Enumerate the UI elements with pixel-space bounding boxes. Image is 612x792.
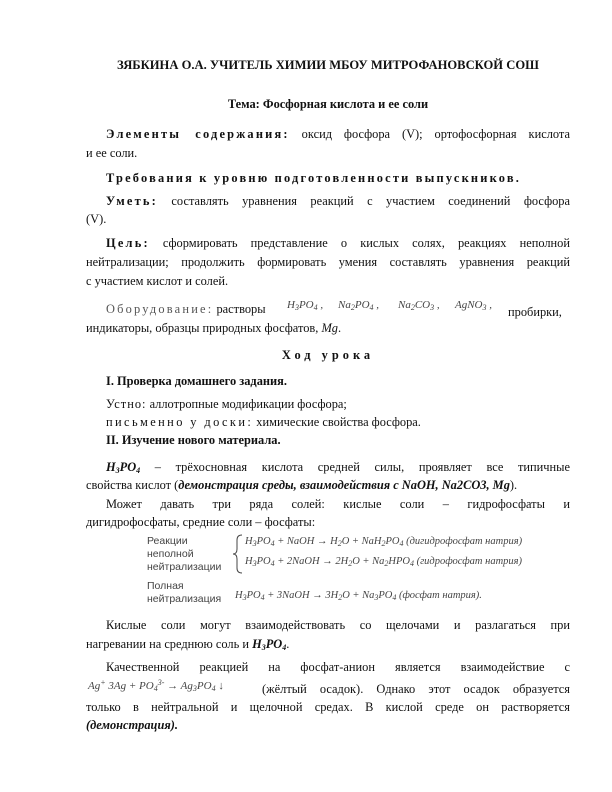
lesson-title (86, 348, 570, 363)
lesson-title-text: Ход урока (281, 348, 375, 362)
acid-salts-line-2 (86, 637, 570, 652)
partial-label-3: нейтрализации (147, 561, 222, 573)
skills-text-1: составлять уравнения реакций с участием соединений фосфора (157, 194, 570, 208)
goal-text-3: с участием кислот и солей. (86, 274, 229, 288)
goal-line-1 (86, 236, 570, 251)
qualitative-text-1: Качественной реакцией на фосфат-анион является взаимодействие с (106, 660, 570, 674)
equipment-post (508, 305, 570, 320)
qualitative-text-3: только в нейтральной и щелочной средах. В кислой среде он растворяется (86, 700, 570, 714)
salts-line-2 (86, 515, 570, 530)
topic-line (86, 97, 570, 112)
skills-text-2: (V). (86, 212, 107, 226)
equation-1: $H_3PO_4$ + NaOH → $H_2O + NaH_2PO_4$ (дигидрофосфат натрия) (245, 536, 523, 548)
board-line (86, 415, 570, 430)
equipment-line-1 (86, 302, 570, 317)
acid-salts-text-2a: нагревании на среднюю соль и (86, 637, 253, 651)
content-line-1 (86, 127, 570, 142)
acid-demo: демонстрация среды, взаимодействия с NaOH, Na2CO3, Mg (178, 478, 510, 492)
section-1-text: I. Проверка домашнего задания. (106, 374, 287, 388)
skills-line-1 (86, 194, 570, 209)
acid-salts-text-1: Кислые соли могут взаимодействовать со щелочами и разлагаться при (106, 618, 570, 632)
reagent-h3po4: $H_3PO_4$ , (287, 299, 324, 312)
author-line (86, 58, 570, 73)
board-label: письменно у доски: (106, 415, 254, 429)
author-text: ЗЯБКИНА О.А. УЧИТЕЛЬ ХИМИИ МБОУ МИТРОФАНОВСКОЙ СОШ (117, 58, 539, 72)
goal-label: Цель: (106, 236, 150, 250)
content-text-1: оксид фосфора (V); ортофосфорная кислота (289, 127, 570, 141)
content-line-2 (86, 146, 570, 161)
equipment-text-2a: индикаторы, образцы природных фосфатов, (86, 321, 322, 335)
partial-label-1: Реакции (147, 535, 188, 547)
qualitative-line-3 (86, 700, 570, 715)
reagent-na2co3: $Na_2CO_3$ , (398, 299, 440, 312)
section-1 (86, 374, 570, 389)
brace-icon (232, 534, 244, 574)
acid-salts-text-2c: . (286, 637, 290, 651)
reagent-agno3: AgNO$_3$ , (455, 299, 492, 312)
partial-neutralization-label (147, 535, 221, 574)
equipment-text-2c: . (337, 321, 342, 335)
qualitative-text-4: (демонстрация). (86, 718, 178, 732)
salts-text-1: Может давать три ряда солей: кислые соли – гидрофосфаты и (106, 497, 570, 511)
equipment-post-text: пробирки, (508, 305, 562, 319)
qualitative-text-2: (жёлтый осадок). Однако этот осадок образуется (262, 682, 570, 696)
equipment-mg: Mg (321, 321, 338, 335)
goal-text-2: нейтрализации; продолжить формировать умения составлять уравнения реакций (86, 255, 570, 269)
acid-salts-formula: $H_3PO_4$ (252, 637, 287, 652)
full-label-2: нейтрализация (147, 593, 222, 605)
partial-label-2: неполной (147, 548, 194, 560)
topic-label: Тема: (227, 97, 263, 111)
salts-line-1 (86, 497, 570, 512)
equation-2: $H_3PO_4$ + 2NaOH → $2H_2O + Na_2HPO_4$ (гидрофосфат натрия) (245, 556, 523, 568)
acid-text-2c: ). (509, 478, 518, 492)
goal-text-1: сформировать представление о кислых солях, реакциях неполной (149, 236, 570, 250)
equipment-pre: растворы (213, 302, 266, 316)
board-text: химические свойства фосфора. (253, 415, 421, 429)
full-neutralization-label (147, 580, 221, 606)
oral-text: аллотропные модификации фосфора; (146, 397, 347, 411)
qualitative-equation: Ag+ $3Ag + PO_4^{3-} \to Ag_3PO_4$ ↓ (88, 678, 224, 693)
full-label-1: Полная (147, 580, 184, 592)
acid-line-2 (86, 478, 570, 493)
reagent-na2po4: $Na_2PO_4$ , (338, 299, 380, 312)
acid-line-1 (86, 460, 570, 475)
acid-salts-line-1 (86, 618, 570, 633)
requirements-line (86, 171, 570, 186)
acid-text-2a: свойства кислот ( (86, 478, 179, 492)
oral-line (86, 397, 570, 412)
acid-text-1: – трёхосновная кислота средней силы, проявляет все типичные (140, 460, 570, 474)
topic-text: Фосфорная кислота и ее соли (262, 97, 429, 111)
equipment-line-2 (86, 321, 570, 336)
content-label: Элементы содержания: (106, 127, 290, 141)
skills-label: Уметь: (106, 194, 158, 208)
equation-3: $H_3PO_4$ + 3NaOH → $3H_2O + Na_3PO_4$ (фосфат натрия). (235, 590, 482, 602)
requirements-label: Требования к уровню подготовленности выпускников. (106, 171, 522, 185)
goal-line-2 (86, 255, 570, 270)
content-text-2: и ее соли. (86, 146, 138, 160)
qualitative-line-1 (86, 660, 570, 675)
qualitative-line-4 (86, 718, 570, 733)
section-2-text: II. Изучение нового материала. (106, 433, 281, 447)
oral-label: Устно: (106, 397, 147, 411)
qualitative-line-2 (262, 682, 570, 697)
section-2 (86, 433, 570, 448)
goal-line-3 (86, 274, 570, 289)
salts-text-2: дигидрофосфаты, средние соли – фосфаты: (86, 515, 316, 529)
equipment-label: Оборудование: (106, 302, 214, 316)
acid-formula: $H_3PO_4$ (106, 460, 141, 475)
skills-line-2 (86, 212, 570, 227)
